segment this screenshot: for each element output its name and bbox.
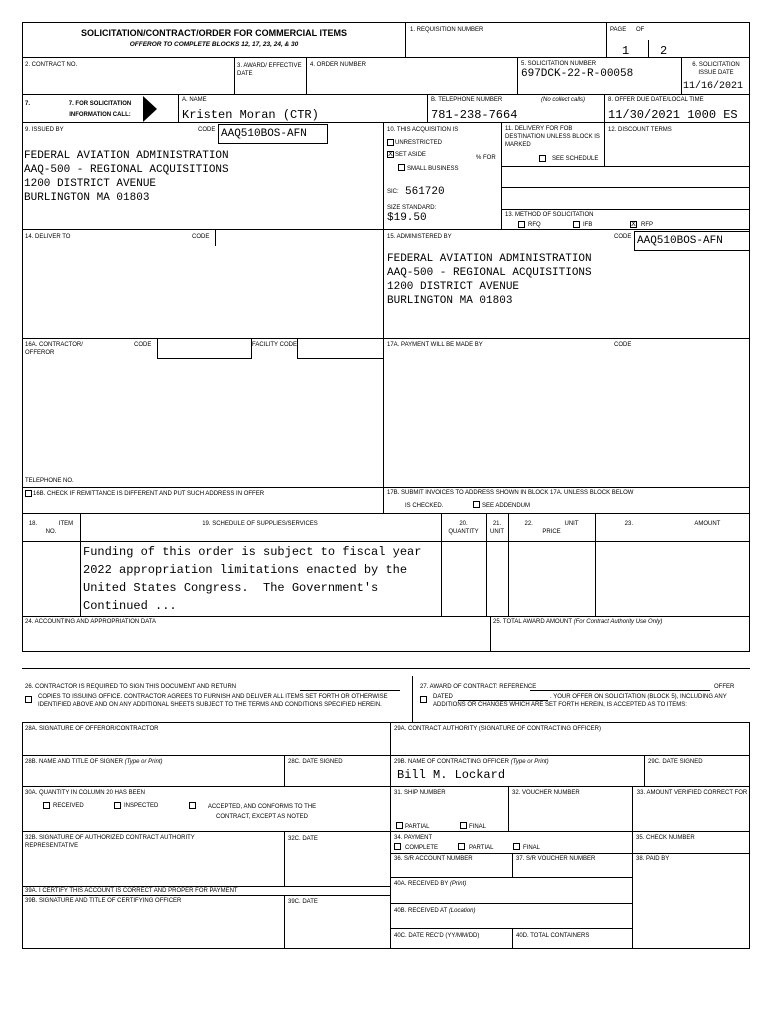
payment-label: 34. PAYMENT (394, 835, 433, 841)
payment-final-checkbox[interactable] (513, 843, 520, 850)
setaside-label: SET ASIDE (395, 152, 426, 158)
ifb-label: IFB (583, 222, 593, 228)
telephone-note: (No collect calls) (541, 97, 586, 103)
order-number-label: 4. ORDER NUMBER (310, 62, 367, 68)
date-signed-28c-label: 28C. DATE SIGNED (288, 759, 343, 765)
deliver-code-field[interactable] (215, 230, 383, 246)
issued-line-1: FEDERAL AVIATION ADMINISTRATION (24, 150, 229, 162)
admin-line-1: FEDERAL AVIATION ADMINISTRATION (387, 253, 592, 265)
check-number-label: 35. CHECK NUMBER (636, 835, 695, 841)
contracting-officer-value: Bill M. Lockard (397, 768, 506, 782)
see-addendum-checkbox[interactable] (473, 501, 480, 508)
block-27-checkbox[interactable] (420, 696, 427, 703)
offer-due-label: 8. OFFER DUE DATE/LOCAL TIME (608, 97, 704, 103)
payment-partial-label: PARTIAL (469, 845, 494, 851)
rfp-checkbox[interactable]: X (631, 221, 636, 228)
amount-verified-label: 33. AMOUNT VERIFIED CORRECT FOR (636, 790, 748, 796)
award-text: . YOUR OFFER ON SOLICITATION (BLOCK 5), INCLUDING ANY ADDITIONS OR CHANGES WHICH ARE SET FORTH HEREIN, IS ACCEPTED AS TO ITEMS: (433, 694, 727, 708)
received-checkbox[interactable] (43, 802, 50, 809)
admin-line-2: AAQ-500 - REGIONAL ACQUISITIONS (387, 267, 592, 279)
issued-by-label: 9. ISSUED BY (25, 127, 64, 133)
offer-due-value: 11/30/2021 1000 ES (608, 108, 738, 122)
telephone-value: 781-238-7664 (431, 108, 518, 122)
ship-final-label: FINAL (469, 824, 487, 830)
signer-name-label: 28B. NAME AND TITLE OF SIGNER (Type or Print) (25, 759, 163, 765)
ship-partial-label: PARTIAL (405, 824, 430, 830)
rfq-checkbox[interactable] (518, 221, 525, 228)
authorized-signature-label: 32B. SIGNATURE OF AUTHORIZED CONTRACT AUTHORITY REPRESENTATIVE (25, 835, 195, 849)
contractor-code-label: CODE (134, 342, 152, 348)
payment-complete-checkbox[interactable] (394, 843, 401, 850)
issued-line-4: BURLINGTON MA 01803 (24, 192, 150, 204)
rfp-label: RFP (641, 222, 653, 228)
contract-authority-label: 29A. CONTRACT AUTHORITY (SIGNATURE OF CONTRACTING OFFICER) (394, 726, 602, 732)
unit-price-header: 22. UNIT PRICE (524, 521, 579, 535)
received-at-label: 40B. RECEIVED AT (Location) (394, 908, 476, 914)
administered-by-label: 15. ADMINISTERED BY (387, 234, 452, 240)
requisition-number-label: 1. REQUISITION NUMBER (410, 27, 484, 33)
ship-partial-checkbox[interactable] (396, 822, 403, 829)
admin-line-3: 1200 DISTRICT AVENUE (387, 281, 520, 293)
date-39c-label: 39C. DATE (288, 899, 318, 905)
size-standard-label: SIZE STANDARD: (387, 205, 437, 211)
telephone-label: B. TELEPHONE NUMBER (431, 97, 503, 103)
solicitation-number-label: 5. SOLICITATION NUMBER (521, 61, 597, 67)
voucher-number-label: 32. VOUCHER NUMBER (512, 790, 580, 796)
deliver-code-label: CODE (192, 234, 210, 240)
page-total: 2 (660, 44, 668, 58)
ship-number-label: 31. SHIP NUMBER (394, 790, 446, 796)
inspected-checkbox[interactable] (114, 802, 121, 809)
accepted-checkbox[interactable] (189, 802, 196, 809)
issued-code-value: AAQ510BOS-AFN (221, 128, 307, 140)
facility-code-field[interactable] (297, 338, 384, 359)
unrestricted-checkbox[interactable] (387, 139, 394, 146)
certifying-officer-label: 39B. SIGNATURE AND TITLE OF CERTIFYING OFFICER (25, 898, 182, 904)
page-label: PAGE (610, 27, 627, 33)
accounting-label: 24. ACCOUNTING AND APPROPRIATION DATA (25, 619, 157, 625)
dated-label: DATED (433, 694, 453, 700)
issued-line-2: AAQ-500 - REGIONAL ACQUISITIONS (24, 164, 229, 176)
remittance-label: 16B. CHECK IF REMITTANCE IS DIFFERENT AND PUT SUCH ADDRESS IN OFFER (33, 491, 265, 497)
right-blank-block (501, 166, 750, 210)
payment-code-label: CODE (614, 342, 632, 348)
form-title: SOLICITATION/CONTRACT/ORDER FOR COMMERCIAL ITEMS (81, 28, 347, 38)
acquisition-label: 10. THIS ACQUISITION IS (387, 127, 459, 133)
small-business-label: SMALL BUSINESS (407, 166, 459, 172)
small-business-checkbox[interactable] (398, 164, 405, 171)
award-reference-label: 27. AWARD OF CONTRACT: REFERENCE (420, 684, 537, 690)
amount-header: 23. AMOUNT (624, 521, 721, 527)
payment-final-label: FINAL (523, 845, 541, 851)
telephone-no-label: TELEPHONE NO. (25, 478, 74, 484)
discount-terms-label: 12. DISCOUNT TERMS (608, 127, 672, 133)
paid-by-field[interactable] (632, 853, 750, 949)
see-schedule-checkbox[interactable] (539, 155, 546, 162)
certify-label: 39A. I CERTIFY THIS ACCOUNT IS CORRECT AND PROPER FOR PAYMENT (25, 888, 238, 894)
received-at-field[interactable] (390, 903, 633, 929)
issued-line-3: 1200 DISTRICT AVENUE (24, 178, 157, 190)
info-call-label: 7. FOR SOLICITATION INFORMATION CALL: (68, 101, 132, 118)
admin-line-4: BURLINGTON MA 01803 (387, 295, 513, 307)
issue-date-label: 6. SOLICITATION ISSUE DATE (692, 62, 740, 76)
see-addendum-label: SEE ADDENDUM (482, 503, 531, 509)
contractor-sign-label: 26. CONTRACTOR IS REQUIRED TO SIGN THIS DOCUMENT AND RETURN (25, 684, 237, 690)
deliver-to-label: 14. DELIVER TO (25, 234, 71, 240)
supplies-header: 19. SCHEDULE OF SUPPLIES/SERVICES (202, 521, 318, 527)
payment-partial-checkbox[interactable] (458, 843, 465, 850)
setaside-checkbox[interactable]: X (388, 151, 393, 158)
contact-name-label: A. NAME (182, 97, 207, 103)
total-containers-label: 40D. TOTAL CONTAINERS (516, 933, 590, 939)
received-label: RECEIVED (53, 803, 84, 809)
form-subtitle: OFFEROR TO COMPLETE BLOCKS 12, 17, 23, 24, & 30 (129, 41, 299, 48)
solicitation-number-value: 697DCK-22-R-00058 (521, 68, 634, 80)
sr-voucher-label: 37. S/R VOUCHER NUMBER (516, 856, 596, 862)
date-received-label: 40C. DATE REC'D (YY/MM/DD) (394, 933, 480, 939)
quantity-label: 30A. QUANTITY IN COLUMN 20 HAS BEEN (25, 790, 145, 796)
rfq-label: RFQ (528, 222, 541, 228)
invoice-label: 17B. SUBMIT INVOICES TO ADDRESS SHOWN IN BLOCK 17A. UNLESS BLOCK BELOW (387, 490, 634, 496)
facility-code-label: FACILITY CODE (252, 342, 297, 348)
payment-by-block (383, 338, 750, 488)
sic-label: SIC: (387, 189, 399, 195)
date-signed-29c-label: 29C. DATE SIGNED (648, 759, 703, 765)
ship-final-checkbox[interactable] (460, 822, 467, 829)
unrestricted-label: UNRESTRICTED (395, 140, 443, 146)
sr-account-label: 36. S/R ACCOUNT NUMBER (394, 856, 473, 862)
info-number: 7. (25, 101, 31, 107)
payment-complete-label: COMPLETE (405, 845, 439, 851)
contractor-label: 16A. CONTRACTOR/ OFFEROR (25, 342, 83, 356)
award-date-label: 3. AWARD/ EFFECTIVE DATE (237, 63, 302, 77)
contractor-sign-text: COPIES TO ISSUING OFFICE. CONTRACTOR AGREES TO FURNISH AND DELIVER ALL ITEMS SET FORTH OR OTHERWISE IDENTIFIED ABOVE AND ON ANY ADDITIONAL SHEETS SUBJECT TO THE TERMS AND CONDITIONS SPECIFIED HEREIN. (38, 694, 388, 708)
contractor-block (22, 338, 384, 488)
of-label: OF (636, 27, 645, 33)
percent-for-label: % FOR (476, 155, 496, 161)
total-award-label: 25. TOTAL AWARD AMOUNT (For Contract Authority Use Only) (493, 619, 663, 625)
item-no-header: 18. ITEM NO. (28, 521, 74, 535)
size-standard-value: $19.50 (387, 212, 427, 224)
remittance-checkbox[interactable] (25, 490, 32, 497)
issue-date-value: 11/16/2021 (683, 81, 744, 92)
schedule-text: Funding of this order is subject to fiscal year 2022 appropriation limitations enacted by the United States Congress. The Government's Continued ... (83, 545, 422, 613)
block-26-checkbox[interactable] (25, 696, 32, 703)
see-schedule-label: SEE SCHEDULE (552, 156, 599, 162)
paid-by-label: 38. PAID BY (636, 856, 670, 862)
contract-number-label: 2. CONTRACT NO. (25, 62, 78, 68)
page-number: 1 (622, 44, 630, 58)
quantity-header: 20. QUANTITY (448, 521, 479, 535)
payment-by-label: 17A. PAYMENT WILL BE MADE BY (387, 342, 483, 348)
is-checked-label: IS CHECKED. (405, 503, 444, 509)
method-label: 13. METHOD OF SOLICITATION (505, 212, 594, 218)
contact-name-value: Kristen Moran (CTR) (182, 108, 319, 122)
ifb-checkbox[interactable] (573, 221, 580, 228)
sic-value: 561720 (405, 186, 445, 198)
inspected-label: INSPECTED (124, 803, 159, 809)
accepted-label: ACCEPTED, AND CONFORMS TO THE CONTRACT, EXCEPT AS NOTED (207, 804, 317, 820)
offer-label: OFFER (714, 684, 735, 690)
delivery-fob-label: 11. DELIVERY FOR FOB DESTINATION UNLESS BLOCK IS MARKED (505, 126, 600, 148)
issued-code-label: CODE (198, 127, 216, 133)
received-by-label: 40A. RECEIVED BY (Print) (394, 881, 467, 887)
admin-code-label: CODE (614, 234, 632, 240)
contracting-officer-label: 29B. NAME OF CONTRACTING OFFICER (Type or Print) (394, 759, 549, 765)
offeror-signature-label: 28A. SIGNATURE OF OFFEROR/CONTRACTOR (25, 726, 159, 732)
admin-code-value: AAQ510BOS-AFN (637, 235, 723, 247)
unit-header: 21. UNIT (490, 521, 504, 535)
contractor-code-field[interactable] (157, 338, 252, 359)
date-32c-label: 32C. DATE (288, 836, 318, 842)
arrow-icon (143, 96, 157, 122)
